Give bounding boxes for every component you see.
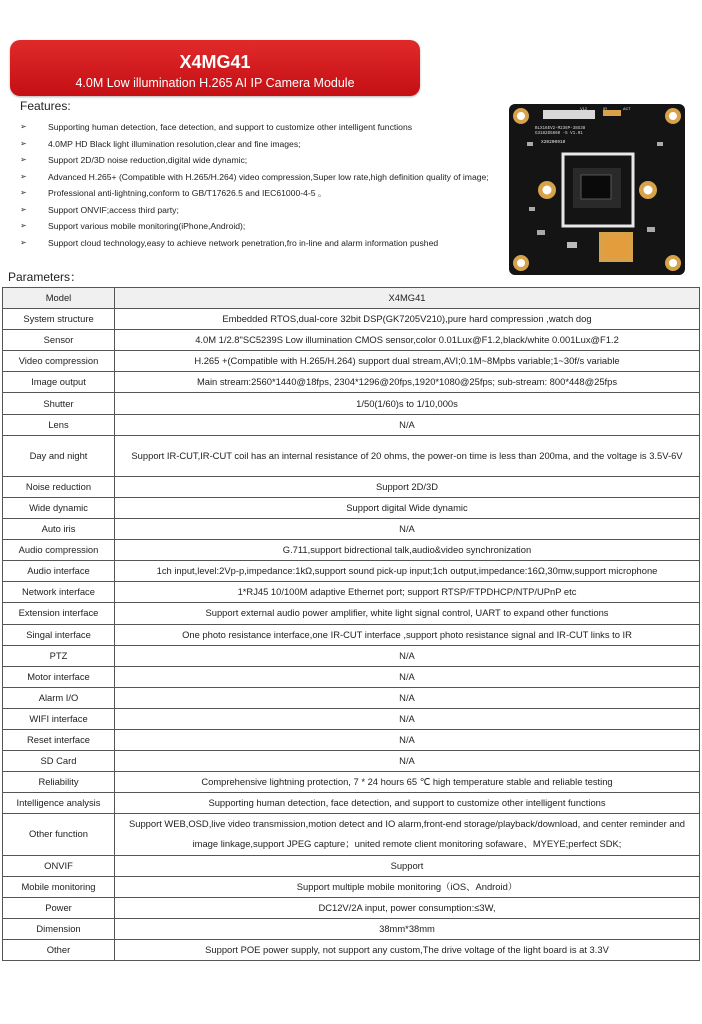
param-value: N/A (115, 751, 700, 772)
param-value: 1/50(1/60)s to 1/10,000s (115, 393, 700, 414)
table-row (3, 330, 700, 351)
param-value: 1*RJ45 10/100M adaptive Ethernet port; support RTSP/FTPDHCP/NTP/UPnP etc (115, 582, 700, 603)
table-row (3, 561, 700, 582)
board-label-ir: IR (603, 106, 607, 111)
param-label: Noise reduction (3, 476, 115, 497)
bullet-arrow-icon: ➢ (20, 138, 27, 148)
features-heading: Features: (20, 99, 71, 113)
parameters-heading: Parameters： (8, 270, 83, 284)
param-label: Other function (3, 814, 115, 855)
param-value: Support 2D/3D (115, 476, 700, 497)
param-value: N/A (115, 414, 700, 435)
table-row (3, 814, 700, 855)
param-value: H.265 +(Compatible with H.265/H.264) support dual stream,AVI;0.1M~8Mpbs variable;1~30f/s variable (115, 351, 700, 372)
bullet-arrow-icon: ➢ (20, 237, 27, 247)
param-value: Embedded RTOS,dual-core 32bit DSP(GK7205V210),pure hard compression ,watch dog (115, 309, 700, 330)
param-label: Dimension (3, 918, 115, 939)
board-label-v12: V12 (580, 106, 588, 111)
bullet-arrow-icon: ➢ (20, 204, 27, 214)
feature-item: ➢ Professional anti-lightning,conform to GB/T17626.5 and IEC61000-4-5 。 (20, 185, 490, 202)
param-label: Power (3, 897, 115, 918)
param-value: N/A (115, 708, 700, 729)
table-row (3, 540, 700, 561)
param-label: Auto iris (3, 519, 115, 540)
table-row (3, 435, 700, 476)
param-value: Main stream:2560*1440@18fps, 2304*1296@20fps,1920*1080@25fps; sub-stream: 800*448@25fps (115, 372, 700, 393)
table-row (3, 751, 700, 772)
table-row (3, 309, 700, 330)
table-row (3, 939, 700, 960)
param-value: One photo resistance interface,one IR-CUT interface ,support photo resistance signal and IR-CUT links to IR (115, 624, 700, 645)
param-label: Image output (3, 372, 115, 393)
feature-item: ➢ Support ONVIF;access third party; (20, 202, 490, 219)
table-row (3, 855, 700, 876)
param-label: Extension interface (3, 603, 115, 624)
table-row (3, 897, 700, 918)
param-label: System structure (3, 309, 115, 330)
param-label: Day and night (3, 435, 115, 476)
param-value: G.711,support bidrectional talk,audio&video synchronization (115, 540, 700, 561)
param-value: Support external audio power amplifier, white light signal control, UART to expand other functions (115, 603, 700, 624)
param-value: X4MG41 (115, 288, 700, 309)
features-list (20, 119, 490, 251)
param-value: Support digital Wide dynamic (115, 497, 700, 518)
table-row (3, 772, 700, 793)
table-row (3, 645, 700, 666)
board-date-code: X20200910 (541, 140, 566, 145)
param-label: Wide dynamic (3, 497, 115, 518)
table-row (3, 372, 700, 393)
param-label: Alarm I/O (3, 687, 115, 708)
param-value: N/A (115, 729, 700, 750)
param-label: Audio compression (3, 540, 115, 561)
param-label: Model (3, 288, 115, 309)
board-silk-line2: G3182D5660 -5 V1.01 (535, 132, 583, 136)
feature-item: ➢ Advanced H.265+ (Compatible with H.265/H.264) video compression,Super low rate,high definition quality of image; (20, 169, 490, 186)
table-row (3, 351, 700, 372)
feature-item: ➢ Support various mobile monitoring(iPhone,Android); (20, 218, 490, 235)
param-value: 1ch input,level:2Vp-p,impedance:1kΩ,support sound pick-up input;1ch output,impedance:16Ω,30mw,support microphone (115, 561, 700, 582)
table-row (3, 288, 700, 309)
param-label: SD Card (3, 751, 115, 772)
param-value: N/A (115, 519, 700, 540)
table-row (3, 666, 700, 687)
parameters-table (2, 287, 700, 961)
bullet-arrow-icon: ➢ (20, 188, 27, 197)
param-label: PTZ (3, 645, 115, 666)
table-row (3, 624, 700, 645)
product-title: X4MG41 (179, 52, 251, 72)
feature-item: ➢ Support 2D/3D noise reduction,digital wide dynamic; (20, 152, 490, 169)
table-row (3, 476, 700, 497)
bullet-arrow-icon: ➢ (20, 155, 27, 164)
param-label: ONVIF (3, 855, 115, 876)
param-label: Network interface (3, 582, 115, 603)
param-label: Shutter (3, 393, 115, 414)
param-value: Comprehensive lightning protection, 7 * 24 hours 65 ℃ high temperature stable and reliable testing (115, 772, 700, 793)
param-label: Sensor (3, 330, 115, 351)
table-row (3, 918, 700, 939)
table-row (3, 687, 700, 708)
param-label: WIFI interface (3, 708, 115, 729)
param-label: Reset interface (3, 729, 115, 750)
param-label: Other (3, 939, 115, 960)
param-value: Supporting human detection, face detection, and support to customize other intelligent functions (115, 793, 700, 814)
feature-item: ➢ Support cloud technology,easy to achieve network penetration,fro in-line and alarm information pushed (20, 235, 490, 252)
param-label: Motor interface (3, 666, 115, 687)
bullet-arrow-icon: ➢ (20, 221, 27, 230)
param-value: 4.0M 1/2.8"SC5239S Low illumination CMOS sensor,color 0.01Lux@F1.2,black/white 0.001Lux@F1.2 (115, 330, 700, 351)
param-value: Support IR-CUT,IR-CUT coil has an internal resistance of 20 ohms, the power-on time is less than 200ma, and the voltage is 3.5V-6V (115, 435, 700, 476)
table-row (3, 708, 700, 729)
param-value: Support (115, 855, 700, 876)
table-row (3, 876, 700, 897)
feature-item: ➢ Supporting human detection, face detection, and support to customize other intelligent functions (20, 119, 490, 136)
table-row (3, 414, 700, 435)
camera-module-board-image (507, 102, 687, 277)
param-value: N/A (115, 666, 700, 687)
param-value: Support multiple mobile monitoring（iOS、Android） (115, 876, 700, 897)
table-row (3, 793, 700, 814)
board-silk-line1: BLX16EV2-M236P-38X38 (535, 127, 586, 131)
table-row (3, 729, 700, 750)
product-subtitle: 4.0M Low illumination H.265 AI IP Camera Module (75, 76, 355, 90)
param-value: Support POE power supply, not support any custom,The drive voltage of the light board is at 3.3V (115, 939, 700, 960)
param-label: Mobile monitoring (3, 876, 115, 897)
param-label: Singal interface (3, 624, 115, 645)
param-label: Audio interface (3, 561, 115, 582)
bullet-arrow-icon: ➢ (20, 171, 27, 181)
bullet-arrow-icon: ➢ (20, 122, 27, 131)
param-value: N/A (115, 687, 700, 708)
param-label: Video compression (3, 351, 115, 372)
param-label: Lens (3, 414, 115, 435)
feature-item: ➢ 4.0MP HD Black light illumination resolution,clear and fine images; (20, 136, 490, 153)
board-label-act: ACT (623, 106, 631, 111)
param-label: Reliability (3, 772, 115, 793)
param-value: DC12V/2A input, power consumption:≤3W, (115, 897, 700, 918)
param-value: N/A (115, 645, 700, 666)
table-row (3, 393, 700, 414)
title-banner (10, 40, 420, 96)
table-row (3, 519, 700, 540)
param-value: 38mm*38mm (115, 918, 700, 939)
param-value: Support WEB,OSD,live video transmission,motion detect and IO alarm,front-end storage/playback/download, and center reminder and image linkage,support JPEG capture；united remote client monitoring sofaware、MYEYE;perfect SDK; (115, 814, 700, 855)
table-row (3, 603, 700, 624)
param-label: Intelligence analysis (3, 793, 115, 814)
table-row (3, 497, 700, 518)
table-row (3, 582, 700, 603)
